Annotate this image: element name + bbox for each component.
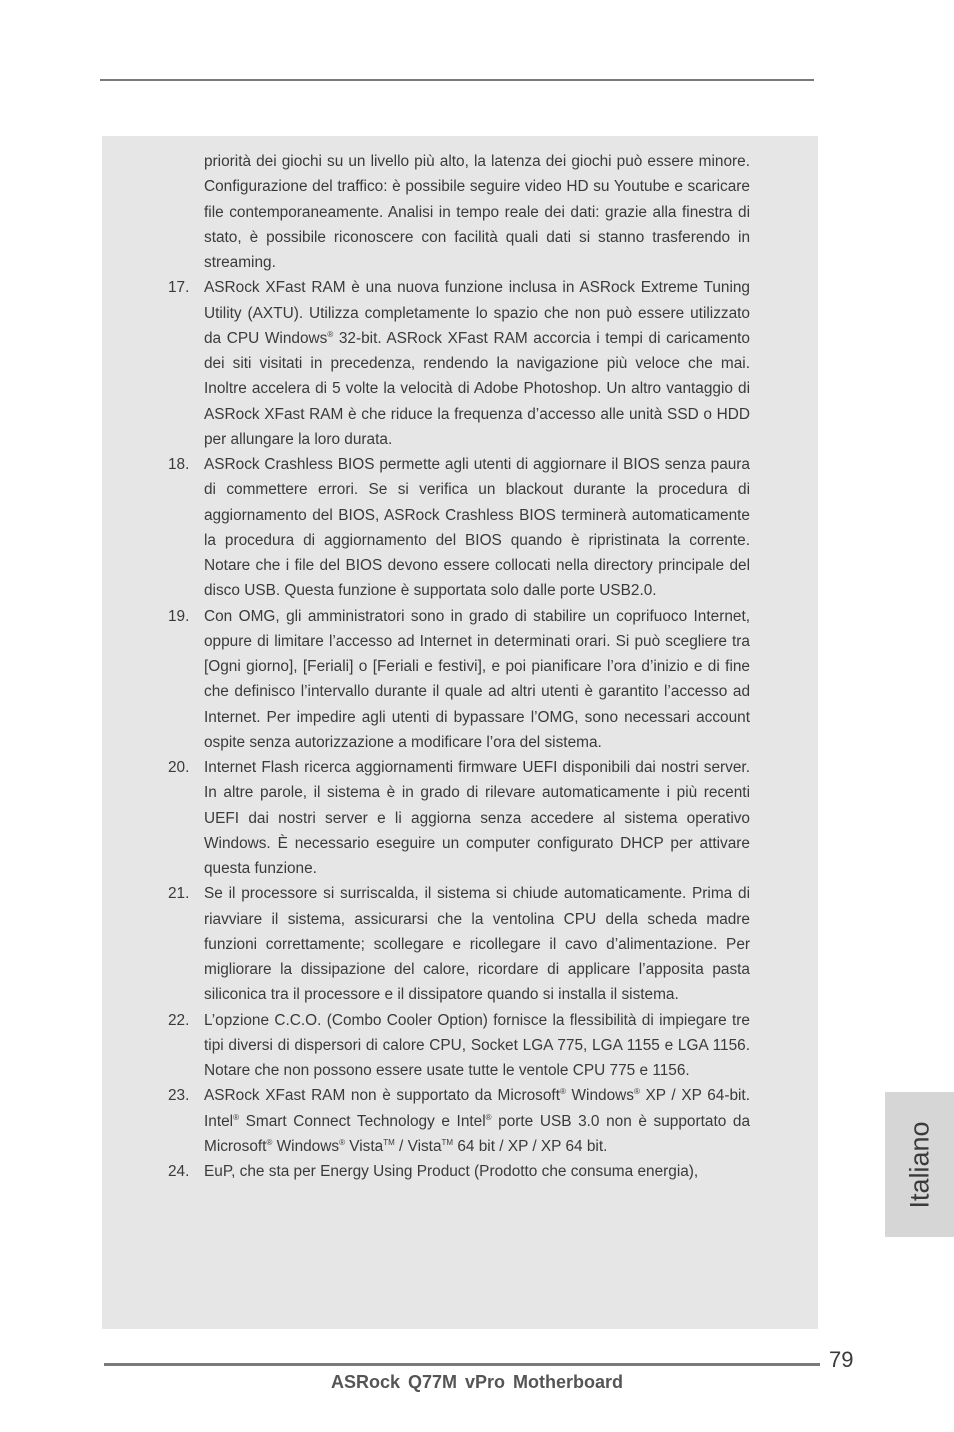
list-text: Se il processore si surriscalda, il sistema si chiude automaticamente. Prima di riavviare il sistema, assicurarsi che la ventolina CPU della scheda madre funzioni correttamente; scollegare e ricollegare il cavo d’alimentazione. Per migliorare la dissipazione del calore, ricordare di applicare l’apposita pasta siliconica tra il processore e il dissipatore quando si installa il sistema. bbox=[204, 885, 750, 1004]
list-item-23 bbox=[168, 1083, 751, 1159]
list-item-22 bbox=[168, 1008, 750, 1084]
list-number: 23. bbox=[168, 1087, 190, 1105]
list-item-19 bbox=[168, 604, 750, 756]
list-text: ASRock Crashless BIOS permette agli utenti di aggiornare il BIOS senza paura di commettere errori. Se si verifica un blackout durante la procedura di aggiornamento del BIOS, ASRock Crashless BIOS terminerà automaticamente la procedura di aggiornamento del BIOS quando è ripristinata la corrente. Notare che i file del BIOS devono essere collocati nella directory principale del disco USB. Questa funzione è supportata solo dalle porte USB2.0. bbox=[204, 456, 750, 600]
top-rule bbox=[100, 79, 814, 81]
list-item-17 bbox=[168, 275, 750, 452]
list-text: Con OMG, gli amministratori sono in grado di stabilire un coprifuoco Internet, oppure di limitare l’accesso ad Internet in determinati orari. Si può scegliere tra [Ogni giorno], [Feriali] o [Feriali e festivi], e poi pianificare l’ora d’inizio e di fine che definisco l’intervallo durante il quale ad altri utenti è garantito l’accesso ad Internet. Per impedire agli utenti di bypassare l’OMG, sono necessari account ospite senza autorizzazione a modificare l’ora del sistema. bbox=[204, 607, 750, 751]
list-item-21 bbox=[168, 881, 750, 1007]
list-item-24 bbox=[168, 1159, 750, 1184]
bottom-rule bbox=[104, 1363, 820, 1366]
list-number: 19. bbox=[168, 607, 190, 625]
list-text: ASRock XFast RAM è una nuova funzione inclusa in ASRock Extreme Tuning Utility (AXTU). Utilizza completamente lo spazio che non può essere utilizzato da CPU Windows® 32-bit. ASRock XFast RAM accorcia i tempi di caricamento dei siti visitati in precedenza, rendendo la navigazione più veloce che mai. Inoltre accelera di 5 volte la velocità di Adobe Photoshop. Un altro vantaggio di ASRock XFast RAM è che riduce la frequenza d’accesso alle unità SSD o HDD per allungare la loro durata. bbox=[204, 279, 750, 448]
list-item-18 bbox=[168, 452, 750, 604]
list-number: 21. bbox=[168, 885, 190, 903]
intro-paragraph: priorità dei giochi su un livello più alto, la latenza dei giochi può essere minore. Configurazione del traffico: è possibile seguire video HD su Youtube e scaricare file contemporaneamente. Analisi in tempo reale dei dati: grazie alla finestra di stato, è possibile riconoscere con facilità quali dati si stanno trasferendo in streaming. bbox=[204, 153, 750, 271]
list-number: 22. bbox=[168, 1011, 190, 1029]
language-side-tab bbox=[885, 1092, 954, 1237]
text-column bbox=[168, 149, 751, 1184]
list-number: 20. bbox=[168, 759, 190, 776]
list-number: 17. bbox=[168, 279, 190, 297]
list-text: ASRock XFast RAM non è supportato da Microsoft® Windows® XP / XP 64-bit. Intel® Smart Connect Technology e Intel® porte USB 3.0 non è supportato da Microsoft® Windows® Vista™ / Vista™ 64 bit / XP / XP 64 bit. bbox=[204, 1087, 751, 1155]
page-number: 79 bbox=[829, 1347, 854, 1372]
list-text: L’opzione C.C.O. (Combo Cooler Option) fornisce la flessibilità di impiegare tre tipi diversi di dispersori di calore CPU, Socket LGA 775, LGA 1155 e LGA 1156. Notare che non possono essere usate tutte le ventole CPU 775 e 1156. bbox=[204, 1011, 750, 1079]
list-text: Internet Flash ricerca aggiornamenti firmware UEFI disponibili dai nostri server. In altre parole, il sistema è in grado di rilevare automaticamente i più recenti UEFI dai nostri server e li aggiorna senza accedere al sistema operativo Windows. È necessario eseguire un computer configurato DHCP per attivare questa funzione. bbox=[204, 759, 750, 877]
list-item-20 bbox=[168, 755, 750, 881]
list-number: 24. bbox=[168, 1163, 190, 1180]
list-number: 18. bbox=[168, 456, 190, 473]
footer-title: ASRock Q77M vPro Motherboard bbox=[330, 1372, 624, 1392]
language-label: Italiano bbox=[904, 1120, 934, 1209]
list-text: EuP, che sta per Energy Using Product (Prodotto che consuma energia), bbox=[204, 1163, 699, 1180]
